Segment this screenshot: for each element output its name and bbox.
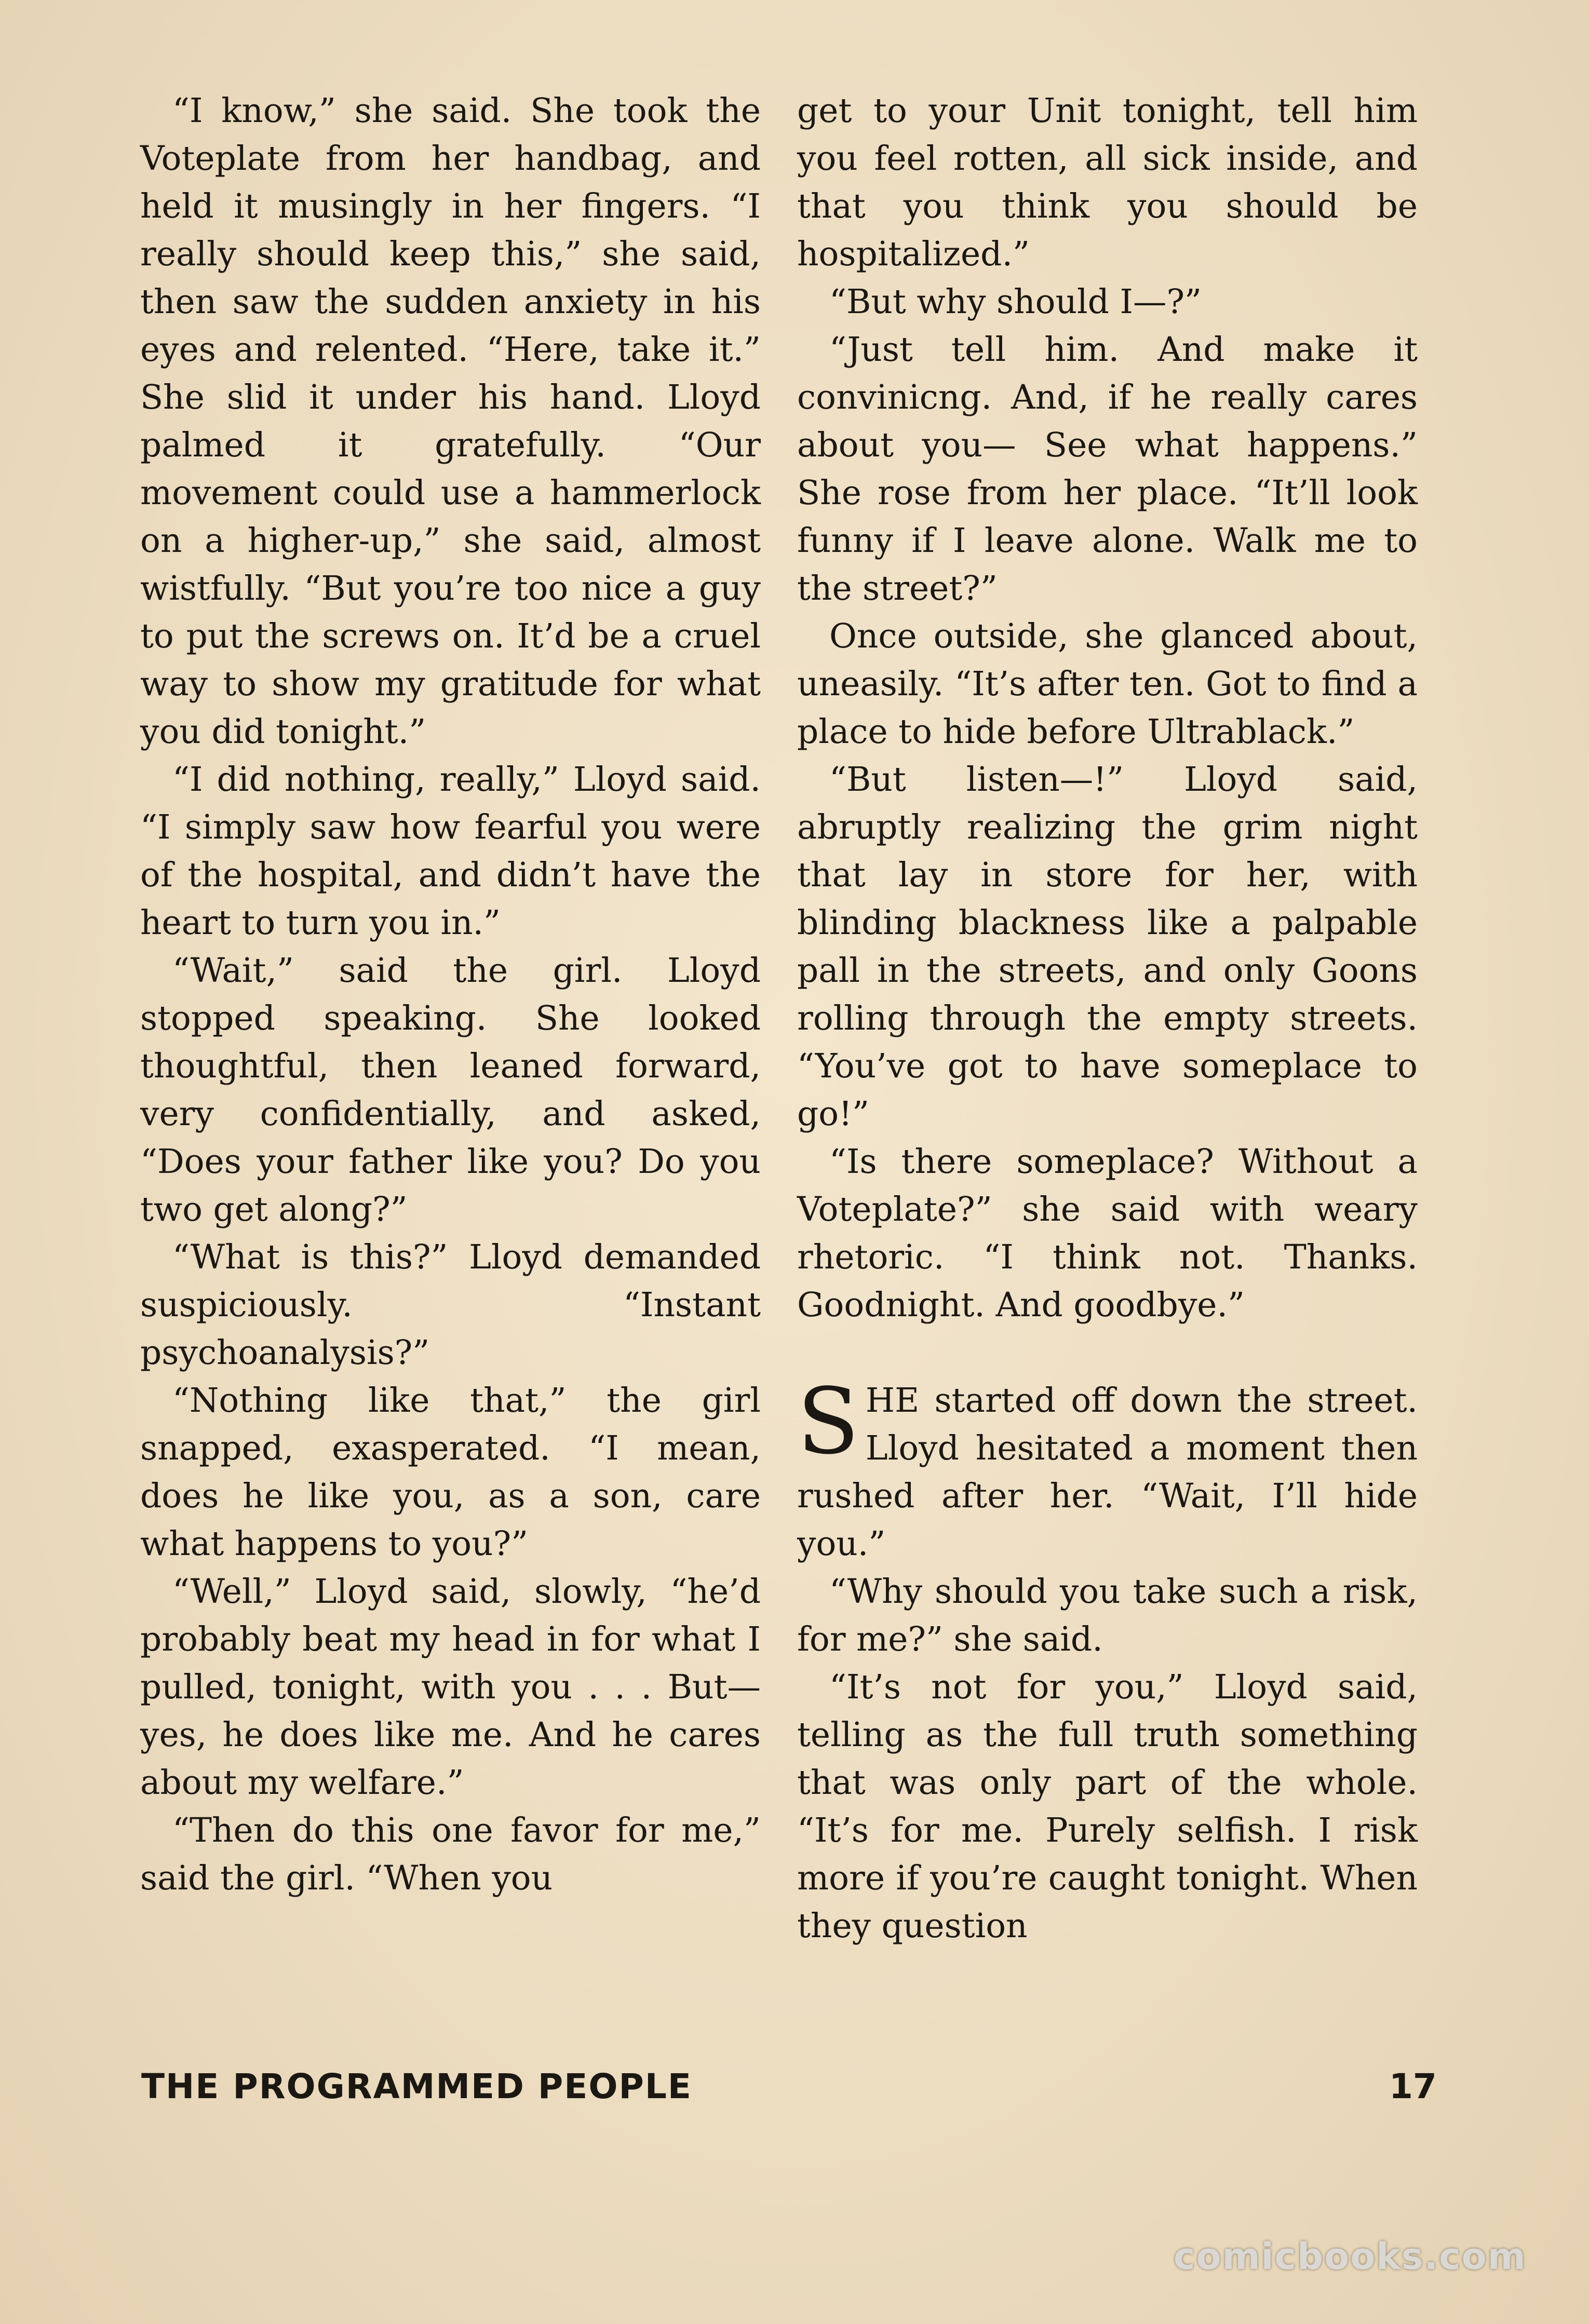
running-footer-title: THE PROGRAMMED PEOPLE [141, 2066, 692, 2106]
paragraph: “I know,” she said. She took the Voteplate from her handbag, and held it musingly in her fingers. “I really should keep this,” she said, then saw the sudden anxiety in his eyes and relented. “Here, take it.” She slid it under his hand. Lloyd palmed it gratefully. “Our movement could use a hammerlock on a higher-up,” she said, almost wistfully. “But you’re too nice a guy to put the screws on. It’d be a cruel way to show my gratitude for what you did tonight.” [140, 91, 761, 751]
drop-cap: S [797, 1369, 859, 1475]
paragraph: “Well,” Lloyd said, slowly, “he’d probably beat my head in for what I pulled, tonight, with you . . . But—yes, he does like me. And he cares about my welfare.” [140, 1572, 761, 1802]
right-text-column [797, 87, 1418, 1950]
section-opening-text: HE started off down the street. Lloyd hesitated a moment then rushed after her. “Wait, I’ll hide you.” [797, 1381, 1418, 1563]
left-text-column [140, 87, 761, 1902]
section-break [797, 1329, 1418, 1377]
paragraph: “I did nothing, really,” Lloyd said. “I simply saw how fearful you were of the hospital, and didn’t have the heart to turn you in.” [140, 760, 761, 942]
paragraph: “But listen—!” Lloyd said, abruptly realizing the grim night that lay in store for her, with blinding blackness like a palpable pall in the streets, and only Goons rolling through the empty streets. “You’ve got to have someplace to go!” [797, 760, 1418, 1133]
paragraph: “What is this?” Lloyd demanded suspiciously. “Instant psychoanalysis?” [140, 1238, 761, 1372]
paragraph: “Just tell him. And make it convinicng. And, if he really cares about you— See what happens.” She rose from her place. “It’ll look funny if I leave alone. Walk me to the street?” [797, 330, 1418, 608]
paragraph: “Why should you take such a risk, for me?” she said. [797, 1572, 1418, 1659]
site-watermark: comicbooks.com [1174, 2235, 1527, 2278]
paragraph: “It’s not for you,” Lloyd said, telling as the full truth something that was only part of the whole. “It’s for me. Purely selfish. I risk more if you’re caught tonight. When they question [797, 1668, 1418, 1945]
section-opening-paragraph [797, 1369, 1418, 1568]
paragraph: “Nothing like that,” the girl snapped, exasperated. “I mean, does he like you, as a son, care what happens to you?” [140, 1381, 761, 1563]
paragraph: “Wait,” said the girl. Lloyd stopped speaking. She looked thoughtful, then leaned forward, very confidentially, and asked, “Does your father like you? Do you two get along?” [140, 951, 761, 1229]
paragraph: “Is there someplace? Without a Voteplate?” she said with weary rhetoric. “I think not. Thanks. Goodnight. And goodbye.” [797, 1142, 1418, 1325]
page-number: 17 [1389, 2066, 1437, 2106]
paragraph: “But why should I—?” [829, 282, 1202, 321]
continued-paragraph: get to your Unit tonight, tell him you feel rotten, all sick inside, and that you think you should be hospitalized.” [797, 91, 1418, 274]
paragraph: Once outside, she glanced about, uneasily. “It’s after ten. Got to find a place to hide before Ultrablack.” [797, 617, 1418, 751]
paragraph: “Then do this one favor for me,” said the girl. “When you [140, 1811, 761, 1898]
